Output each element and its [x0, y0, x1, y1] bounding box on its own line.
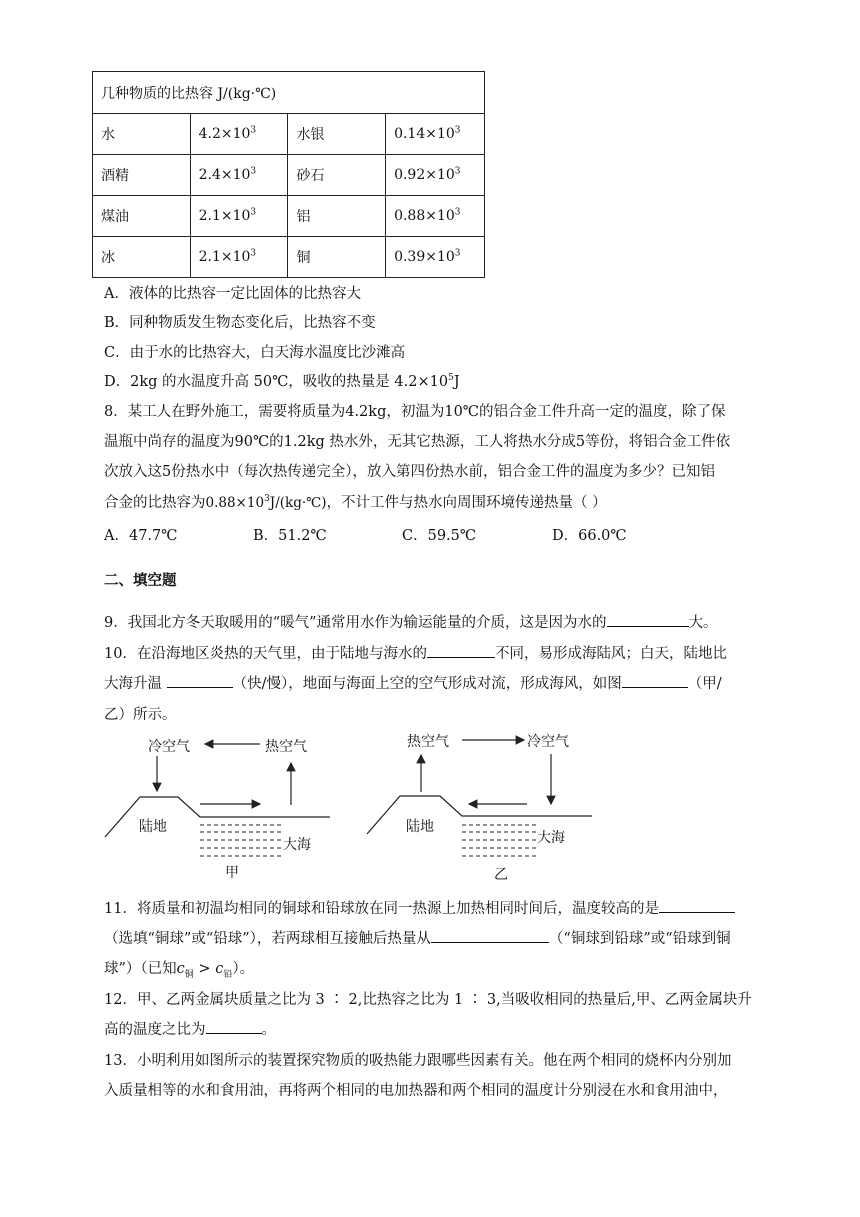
substance-value: $2.4\times 10^3$	[190, 155, 288, 196]
substance-name: 冰	[93, 237, 191, 278]
table-row	[93, 155, 485, 196]
cold-air-label: 冷空气	[148, 739, 190, 755]
q8-line-2: 温瓶中尚存的温度为90℃的1.2kg 热水外，无其它热源，工人将热水分成5等份，将铝合金工件依	[104, 434, 731, 450]
q12-line-2: 高的温度之比为 。	[104, 1018, 276, 1039]
q8-option-a: A．47.7℃	[104, 528, 178, 544]
q8-option-c: C．59.5℃	[402, 528, 477, 544]
substance-name: 酒精	[93, 155, 191, 196]
answer-blank[interactable]	[206, 1019, 262, 1034]
q7-option-d: D．2kg 的水温度升高 50℃，吸收的热量是 $4.2\times 10^5J$	[104, 373, 460, 390]
q8-line-4: 合金的比热容为$0.88\times 10^3J/(kg\cdot℃)$，不计工件与热水向周围环境传递热量（ ）	[104, 494, 607, 511]
cold-air-label: 冷空气	[527, 734, 569, 750]
substance-name: 水	[93, 114, 191, 155]
sea-label: 大海	[283, 837, 311, 853]
q12-line-1: 12．甲、乙两金属块质量之比为 3 ∶ 2,比热容之比为 1 ∶ 3,当吸收相同的热量后,甲、乙两金属块升	[104, 992, 752, 1008]
answer-blank[interactable]	[427, 643, 495, 658]
substance-name: 水银	[288, 114, 386, 155]
q11-line-3: 球”）（已知$c_铜 > c_铅$）。	[104, 961, 255, 980]
substance-name: 铝	[288, 196, 386, 237]
sea-breeze-diagram-jia	[100, 730, 330, 880]
land-label: 陆地	[406, 819, 434, 835]
land-label: 陆地	[139, 819, 167, 835]
q11-line-2: （选填“铜球”或“铅球”），若两球相互接触后热量从 （“铜球到铅球”或“铅球到铜	[104, 927, 731, 948]
answer-blank[interactable]	[622, 673, 688, 688]
substance-name: 铜	[288, 237, 386, 278]
substance-value: $0.39\times 10^3$	[386, 237, 485, 278]
q8-option-b: B．51.2℃	[253, 528, 327, 544]
specific-heat-table	[92, 71, 485, 278]
q10-line-1: 10．在沿海地区炎热的天气里，由于陆地与海水的 不同，易形成海陆风；白天，陆地比	[104, 642, 727, 663]
hot-air-label: 热空气	[407, 734, 449, 750]
answer-blank[interactable]	[607, 612, 689, 627]
diagram-yi-drawing	[362, 730, 592, 880]
q11-line-1: 11．将质量和初温均相同的铜球和铅球放在同一热源上加热相同时间后，温度较高的是	[104, 897, 735, 918]
substance-name: 砂石	[288, 155, 386, 196]
table-row	[93, 237, 485, 278]
q9-line: 9．我国北方冬天取暖用的“暖气”通常用水作为输运能量的介质，这是因为水的 大。	[104, 611, 718, 632]
substance-value: $2.1\times 10^3$	[190, 237, 288, 278]
q8-option-d: D．66.0℃	[552, 528, 627, 544]
table-row	[93, 114, 485, 155]
substance-value: $0.88\times 10^3$	[386, 196, 485, 237]
sea-label: 大海	[537, 830, 565, 846]
q13-line-2: 入质量相等的水和食用油，再将两个相同的电加热器和两个相同的温度计分别浸在水和食用油中，	[104, 1083, 728, 1099]
hot-air-label: 热空气	[265, 739, 307, 755]
sea-breeze-diagram-yi	[362, 730, 592, 883]
figure-caption-jia: 甲	[225, 865, 239, 881]
substance-name: 煤油	[93, 196, 191, 237]
q7-option-a: A．液体的比热容一定比固体的比热容大	[104, 286, 361, 302]
figure-caption-yi: 乙	[494, 867, 508, 883]
q8-line-1: 8．某工人在野外施工，需要将质量为4.2kg，初温为10℃的铝合金工件升高一定的温度，除了保	[104, 404, 726, 420]
answer-blank[interactable]	[431, 928, 549, 943]
table-title: 几种物质的比热容 J/(kg·℃)	[93, 72, 485, 114]
answer-blank[interactable]	[659, 898, 735, 913]
q10-line-2: 大海升温 （快/慢），地面与海面上空的空气形成对流，形成海风，如图 （甲/	[104, 672, 722, 693]
substance-value: $2.1\times 10^3$	[190, 196, 288, 237]
q8-line-3: 次放入这5份热水中（每次热传递完全），放入第四份热水前，铝合金工件的温度为多少？已知铝	[104, 464, 715, 480]
q7-option-c: C．由于水的比热容大，白天海水温度比沙滩高	[104, 345, 406, 361]
q13-line-1: 13．小明利用如图所示的装置探究物质的吸热能力跟哪些因素有关。他在两个相同的烧杯内分别加	[104, 1053, 732, 1069]
answer-blank[interactable]	[167, 673, 233, 688]
substance-value: $4.2\times 10^3$	[190, 114, 288, 155]
substance-value: $0.92\times 10^3$	[386, 155, 485, 196]
section-heading: 二、填空题	[104, 572, 177, 589]
substance-value: $0.14\times 10^3$	[386, 114, 485, 155]
table-row	[93, 196, 485, 237]
q7-option-b: B．同种物质发生物态变化后，比热容不变	[104, 315, 376, 331]
q10-line-3: 乙）所示。	[104, 707, 177, 723]
